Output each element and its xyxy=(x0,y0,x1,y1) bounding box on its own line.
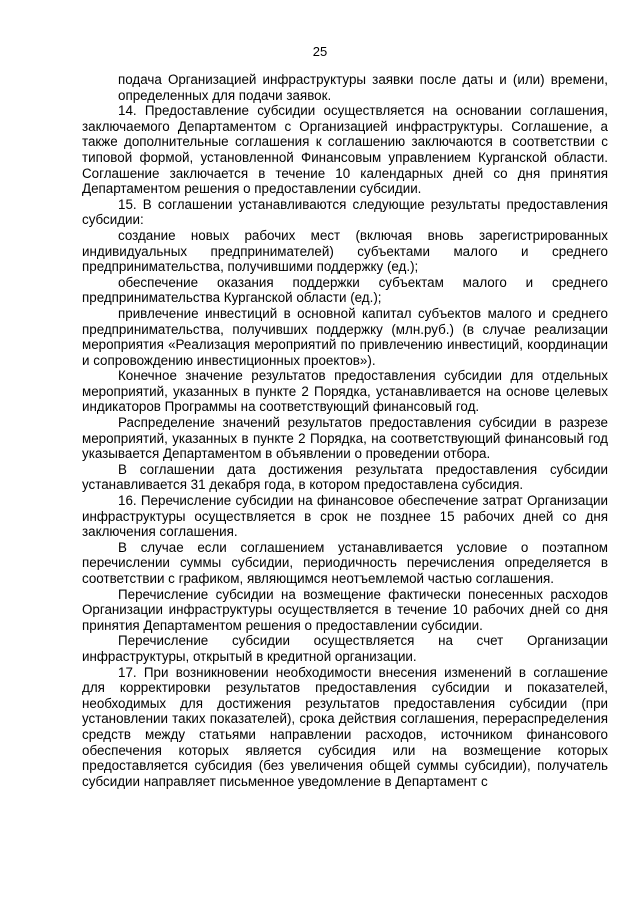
list-item-investments: привлечение инвестиций в основной капитал субъектов малого и среднего предпринимательства, получивших поддержку (млн.руб.) (в случае реализации мероприятия «Реализация мероприятий по привлечению инвестиций, координации и сопровождению инвестиционных проектов»). xyxy=(82,305,608,368)
paragraph-staged-transfer: В случае если соглашением устанавливается условие о поэтапном перечислении суммы субсидии, периодичность перечисления определяется в соответствии с графиком, являющимся неотъемлемой частью соглашения. xyxy=(82,539,608,586)
paragraph-distribution: Распределение значений результатов предоставления субсидии в разрезе мероприятий, указанных в пункте 2 Порядка, на соответствующий финансовый год указывается Департаментом в объявлении о проведении отбора. xyxy=(82,415,608,462)
paragraph-result-date: В соглашении дата достижения результата предоставления субсидии устанавливается 31 декабря года, в котором предоставлена субсидия. xyxy=(82,461,608,493)
paragraph-clause-16: 16. Перечисление субсидии на финансовое обеспечение затрат Организации инфраструктуры осуществляется в срок не позднее 15 рабочих дней со дня заключения соглашения. xyxy=(82,493,608,540)
paragraph-clause-15: 15. В соглашении устанавливаются следующие результаты предоставления субсидии: xyxy=(82,196,608,228)
list-item-new-jobs: создание новых рабочих мест (включая вновь зарегистрированных индивидуальных предпринимателей) субъектами малого и среднего предпринимательства, получившими поддержку (ед.); xyxy=(82,227,608,275)
paragraph-final-value: Конечное значение результатов предоставления субсидии для отдельных мероприятий, указанных в пункте 2 Порядка, устанавливается на основе целевых индикаторов Программы на соответствующий финансовый год. xyxy=(82,368,608,415)
page-number: 25 xyxy=(312,44,328,59)
document-body xyxy=(82,72,608,789)
list-item-support: обеспечение оказания поддержки субъектам малого и среднего предпринимательства Курганской области (ед.); xyxy=(82,274,608,306)
paragraph-clause-17: 17. При возникновении необходимости внесения изменений в соглашение для корректировки результатов предоставления субсидии и показателей, необходимых для достижения результатов предоставления субсидии (при установлении таких показателей), срока действия соглашения, перераспределения средств между статьями направлении расходов, источником финансового обеспечения которых является субсидия или на возмещение которых предоставляется субсидия (без увеличения общей суммы субсидии), получатель субсидии направляет письменное уведомление в Департамент с xyxy=(82,664,608,789)
paragraph-continuation: подача Организацией инфраструктуры заявки после даты и (или) времени, определенных для подачи заявок. xyxy=(118,72,608,103)
paragraph-reimbursement: Перечисление субсидии на возмещение фактически понесенных расходов Организации инфраструктуры осуществляется в течение 10 рабочих дней со дня принятия Департаментом решения о предоставлении субсидии. xyxy=(82,586,608,633)
paragraph-clause-14: 14. Предоставление субсидии осуществляется на основании соглашения, заключаемого Департаментом с Организацией инфраструктуры. Соглашение, а также дополнительные соглашения к соглашению заключаются в соответствии с типовой формой, установленной Финансовым управлением Курганской области. Соглашение заключается в течение 10 календарных дней со дня принятия Департаментом решения о предоставлении субсидии. xyxy=(82,103,608,197)
paragraph-account: Перечисление субсидии осуществляется на счет Организации инфраструктуры, открытый в кредитной организации. xyxy=(82,633,608,664)
